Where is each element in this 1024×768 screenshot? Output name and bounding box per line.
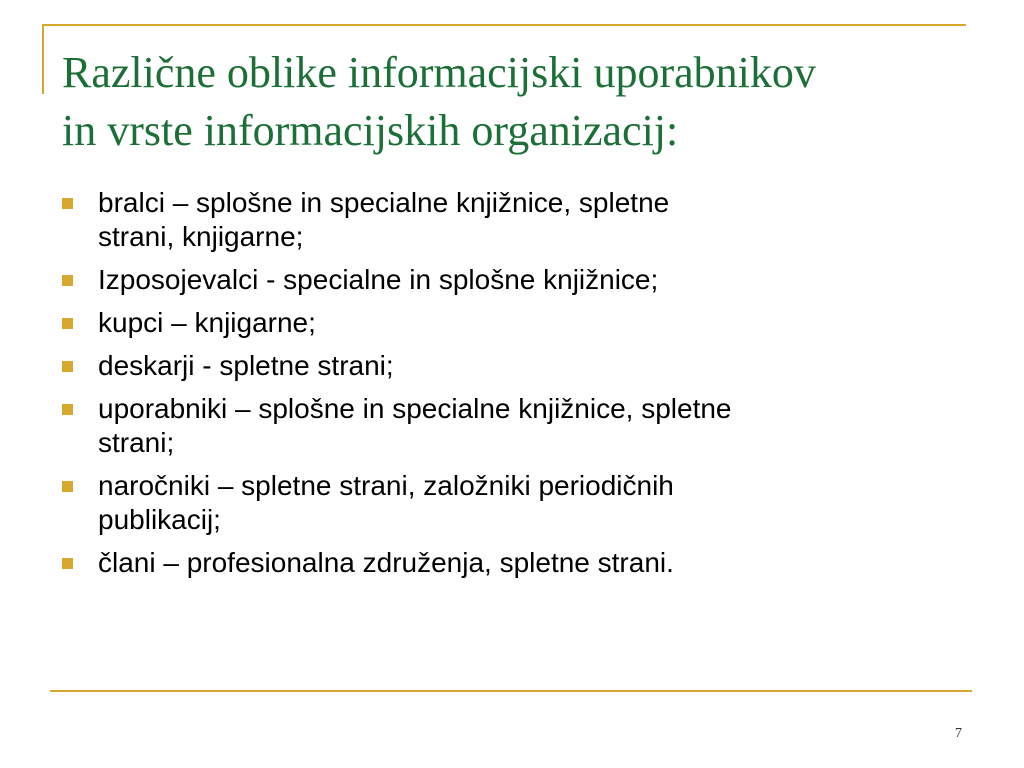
bullet-text <box>98 349 394 383</box>
bullet-line: člani – profesionalna združenja, spletne strani. <box>98 547 674 578</box>
bullet-line: strani, knjigarne; <box>98 221 304 252</box>
bullet-text <box>98 263 658 297</box>
square-bullet-icon <box>62 481 73 492</box>
bullet-item-narocniki <box>62 469 962 537</box>
square-bullet-icon <box>62 558 73 569</box>
bullet-line: kupci – knjigarne; <box>98 307 316 338</box>
slide-title <box>62 44 962 160</box>
bullet-line: publikacij; <box>98 504 221 535</box>
bullet-item-izposojevalci <box>62 263 962 297</box>
bullet-item-kupci <box>62 306 962 340</box>
bullet-line: Izposojevalci - specialne in splošne knjižnice; <box>98 264 659 295</box>
bullet-line: strani; <box>98 427 175 458</box>
bullet-item-clani <box>62 546 962 580</box>
bullet-line: bralci – splošne in specialne knjižnice, spletne <box>98 187 670 218</box>
slide-title-line-1: Različne oblike informacijski uporabnikov <box>62 48 816 97</box>
top-rule <box>42 24 966 26</box>
bottom-rule <box>50 690 972 692</box>
bullet-item-uporabniki <box>62 392 962 460</box>
square-bullet-icon <box>62 198 73 209</box>
bullet-line: naročniki – spletne strani, založniki periodičnih <box>98 470 674 501</box>
bullet-line: uporabniki – splošne in specialne knjižnice, spletne <box>98 393 732 424</box>
slide-title-line-2: in vrste informacijskih organizacij: <box>62 106 679 155</box>
bullet-item-deskarji <box>62 349 962 383</box>
bullet-line: deskarji - spletne strani; <box>98 350 394 381</box>
bullet-text <box>98 306 316 340</box>
bullet-text <box>98 469 674 537</box>
bullet-text <box>98 546 674 580</box>
bullet-item-bralci <box>62 186 962 254</box>
page-number: 7 <box>955 726 962 741</box>
bullet-list <box>62 186 962 589</box>
square-bullet-icon <box>62 275 73 286</box>
square-bullet-icon <box>62 361 73 372</box>
square-bullet-icon <box>62 318 73 329</box>
square-bullet-icon <box>62 404 73 415</box>
bullet-text <box>98 186 669 254</box>
left-rule <box>42 24 44 94</box>
bullet-text <box>98 392 732 460</box>
